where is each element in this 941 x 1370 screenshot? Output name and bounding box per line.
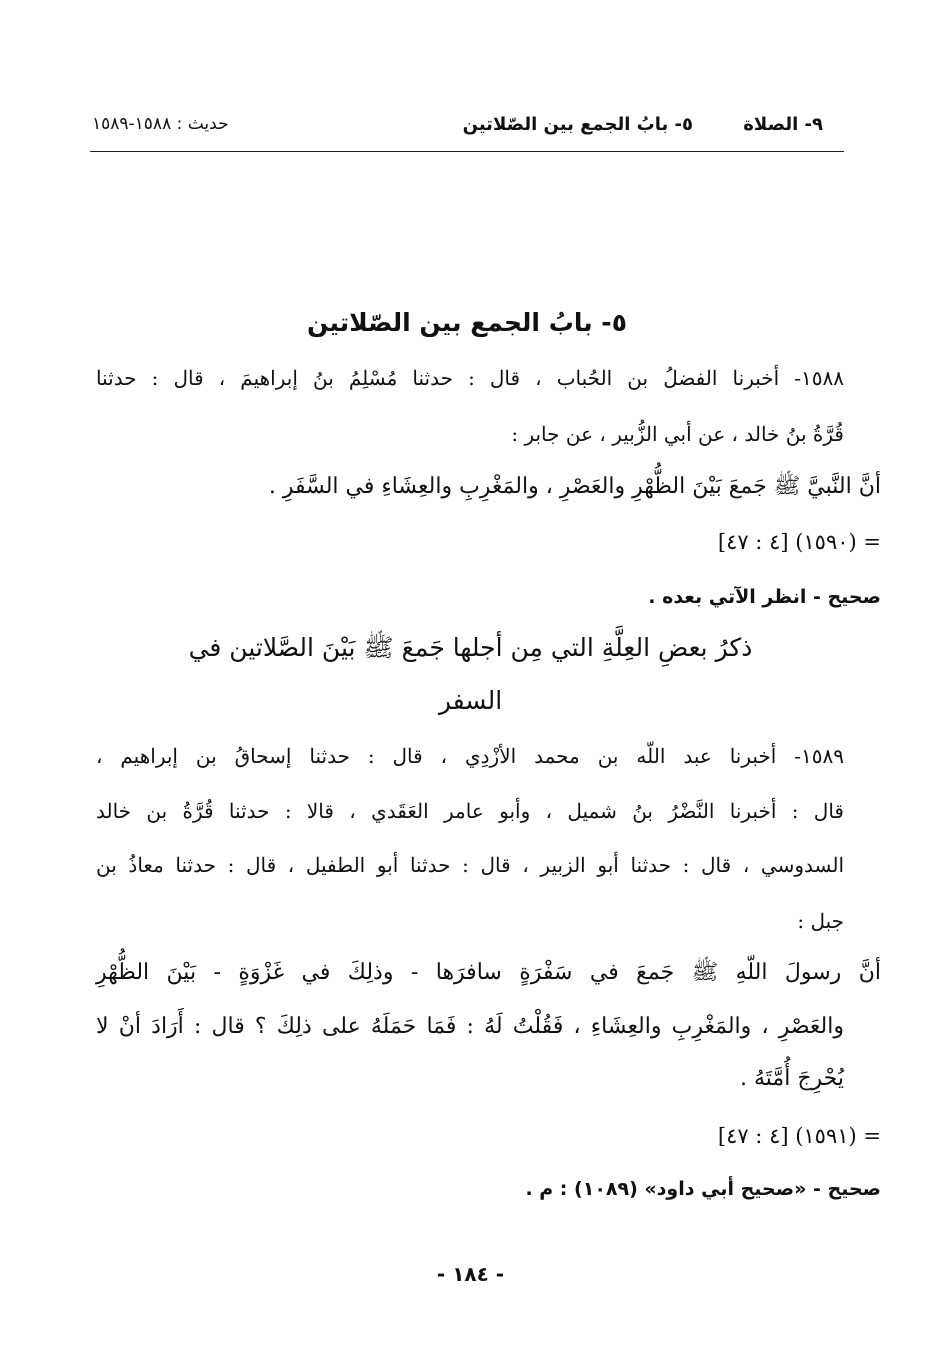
- hadith-1589-matn-line-1: أنَّ رسولَ اللّهِ ﷺ جَمعَ في سَفْرَةٍ سافرَها - وذلِكَ في غَزْوَةٍ - بَيْنَ الظُّهْرِ: [96, 960, 881, 985]
- running-header-section: ٥- بابُ الجمع بين الصّلاتين: [462, 114, 693, 135]
- hadith-1589-grading: صحيح - «صحيح أبي داود» (١٠٨٩) : م .: [525, 1178, 881, 1200]
- section-title: ٥- بابُ الجمع بين الصّلاتين: [307, 308, 627, 337]
- subheading-line-2: السفر: [438, 686, 503, 715]
- hadith-1589-reference: = (١٥٩١) [٤ : ٤٧]: [717, 1124, 881, 1148]
- hadith-1589-isnad-line-1: ١٥٨٩- أخبرنا عبد اللّه بن محمد الأزْدِي ، قال : حدثنا إسحاقُ بن إبراهيم ،: [96, 744, 844, 768]
- hadith-1588-matn: أنَّ النَّبيَّ ﷺ جَمعَ بَيْنَ الظُّهْرِ والعَصْرِ ، والمَغْرِبِ والعِشَاءِ في السَّفَرِ .: [268, 474, 881, 499]
- hadith-1589-matn-line-2: والعَصْرِ ، والمَغْرِبِ والعِشَاءِ ، فَقُلْتُ لَهُ : فَمَا حَمَلَهُ على ذلِكَ ؟ قال : أَرَادَ أنْ لا: [96, 1014, 844, 1039]
- page-number: - ١٨٤ -: [436, 1262, 505, 1286]
- hadith-1588-reference: = (١٥٩٠) [٤ : ٤٧]: [717, 530, 881, 554]
- hadith-1589-isnad-line-3: السدوسي ، قال : حدثنا أبو الزبير ، قال : حدثنا أبو الطفيل ، قال : حدثنا معاذُ بن: [96, 853, 844, 877]
- hadith-1588-grading: صحيح - انظر الآتي بعده .: [648, 586, 881, 608]
- running-header-chapter: ٩- الصلاة: [743, 114, 823, 135]
- header-rule: [90, 151, 844, 152]
- hadith-1588-isnad-line-2: قُرَّةُ بنُ خالد ، عن أبي الزُّبير ، عن جابر :: [511, 422, 844, 446]
- hadith-1589-isnad-line-2: قال : أخبرنا النَّضْرُ بنُ شميل ، وأبو عامر العَقَدي ، قالا : حدثنا قُرَّةُ بن خالد: [96, 799, 844, 823]
- hadith-1588-isnad-line-1: ١٥٨٨- أخبرنا الفضلُ بن الحُباب ، قال : حدثنا مُسْلِمُ بنُ إبراهيمَ ، قال : حدثنا: [96, 366, 844, 390]
- hadith-1589-isnad-line-4: جبل :: [797, 909, 844, 933]
- running-header-hadith-range: حديث : ١٥٨٨-١٥٨٩: [92, 114, 229, 134]
- hadith-1589-matn-line-3: يُحْرِجَ أُمَّتَهُ .: [740, 1066, 844, 1091]
- subheading-line-1: ذكرُ بعضِ العِلَّةِ التي مِن أجلها جَمعَ ﷺ بَيْنَ الصَّلاتين في: [188, 633, 753, 662]
